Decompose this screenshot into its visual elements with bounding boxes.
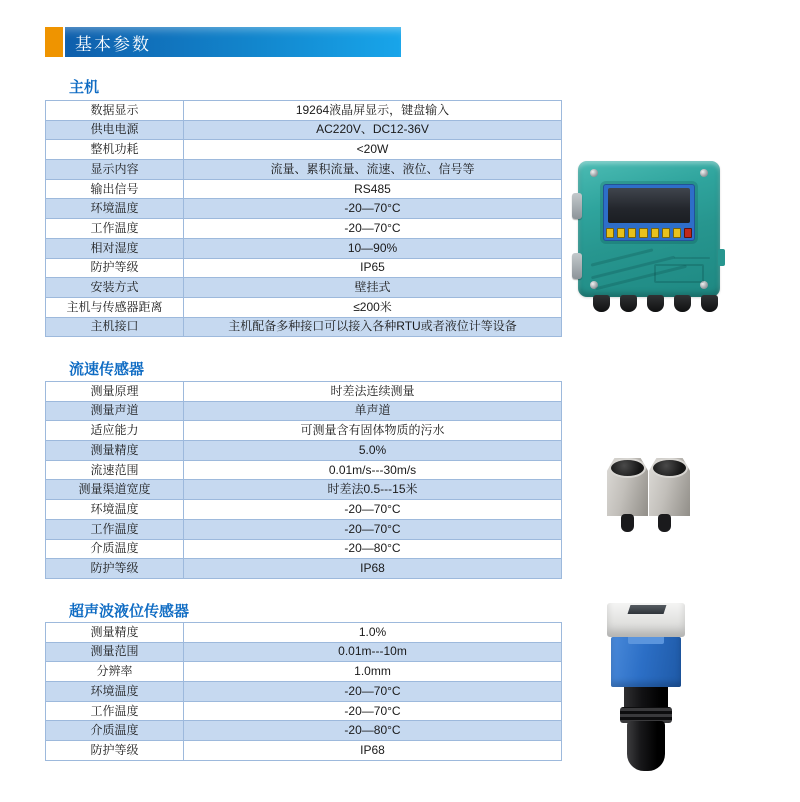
spec-label: 测量精度 xyxy=(46,441,184,461)
sensor-neck xyxy=(624,687,668,709)
flow-sensor-photo xyxy=(606,446,696,536)
spec-value: 0.01m---10m xyxy=(184,642,562,662)
key-button xyxy=(628,228,636,238)
spec-label: 输出信号 xyxy=(46,179,184,199)
label-recess xyxy=(654,264,704,283)
spec-label: 环境温度 xyxy=(46,500,184,520)
spec-value: 10—90% xyxy=(184,238,562,258)
table-row xyxy=(46,741,562,761)
section-title-flow-sensor: 流速传感器 xyxy=(69,361,145,378)
table-row xyxy=(46,500,562,520)
power-key-button xyxy=(684,228,692,238)
cable-gland xyxy=(620,295,637,312)
mount-bracket xyxy=(572,253,582,279)
spec-value: -20—70°C xyxy=(184,500,562,520)
transducer-face xyxy=(611,460,644,476)
key-button xyxy=(673,228,681,238)
table-row xyxy=(46,179,562,199)
table-row xyxy=(46,539,562,559)
spec-label: 供电电源 xyxy=(46,120,184,140)
spec-value: 壁挂式 xyxy=(184,278,562,298)
spec-value: -20—80°C xyxy=(184,539,562,559)
case-line xyxy=(674,257,710,259)
table-row xyxy=(46,101,562,121)
side-tab xyxy=(718,249,725,266)
cable-gland xyxy=(701,295,718,312)
spec-value: 主机配备多种接口可以接入各种RTU或者液位计等设备 xyxy=(184,317,562,337)
spec-label: 防护等级 xyxy=(46,559,184,579)
key-button xyxy=(617,228,625,238)
spec-label: 防护等级 xyxy=(46,258,184,278)
table-row xyxy=(46,160,562,180)
table-row xyxy=(46,421,562,441)
table-row xyxy=(46,382,562,402)
spec-label: 测量精度 xyxy=(46,623,184,643)
key-button xyxy=(662,228,670,238)
spec-label: 介质温度 xyxy=(46,721,184,741)
spec-value: <20W xyxy=(184,140,562,160)
spec-label: 测量原理 xyxy=(46,382,184,402)
page-title: 基本参数 xyxy=(75,34,151,54)
table-row xyxy=(46,662,562,682)
sensor-blue-body xyxy=(611,637,681,687)
spec-value: ≤200米 xyxy=(184,297,562,317)
spec-label: 数据显示 xyxy=(46,101,184,121)
spec-value: -20—70°C xyxy=(184,219,562,239)
table-row xyxy=(46,460,562,480)
body-notch xyxy=(628,637,664,644)
spec-label: 介质温度 xyxy=(46,539,184,559)
table-row xyxy=(46,258,562,278)
header-accent-block xyxy=(45,27,63,57)
cable-gland xyxy=(647,295,664,312)
display-panel xyxy=(603,184,695,241)
spec-label: 环境温度 xyxy=(46,199,184,219)
cable-stub xyxy=(658,514,671,532)
spec-value: -20—70°C xyxy=(184,682,562,702)
key-button xyxy=(651,228,659,238)
table-row xyxy=(46,199,562,219)
sensor-block-left xyxy=(607,458,648,516)
cable-gland xyxy=(593,295,610,312)
spec-value: -20—80°C xyxy=(184,721,562,741)
sensor-block-right xyxy=(649,458,690,516)
table-row xyxy=(46,401,562,421)
table-row xyxy=(46,682,562,702)
spec-value: 1.0mm xyxy=(184,662,562,682)
spec-label: 测量声道 xyxy=(46,401,184,421)
key-button xyxy=(639,228,647,238)
spec-label: 分辨率 xyxy=(46,662,184,682)
spec-value: 19264液晶屏显示，键盘输入 xyxy=(184,101,562,121)
key-button xyxy=(606,228,614,238)
spec-label: 测量渠道宽度 xyxy=(46,480,184,500)
spec-label: 主机接口 xyxy=(46,317,184,337)
spec-value: -20—70°C xyxy=(184,701,562,721)
table-row xyxy=(46,219,562,239)
spec-value: AC220V、DC12-36V xyxy=(184,120,562,140)
spec-value: 时差法0.5---15米 xyxy=(184,480,562,500)
table-row xyxy=(46,642,562,662)
transducer-face xyxy=(653,460,686,476)
flow-meter-enclosure xyxy=(578,161,720,297)
spec-label: 适应能力 xyxy=(46,421,184,441)
spec-value: -20—70°C xyxy=(184,519,562,539)
section-title-main-unit: 主机 xyxy=(69,79,100,96)
spec-value: 1.0% xyxy=(184,623,562,643)
table-row xyxy=(46,721,562,741)
spec-label: 整机功耗 xyxy=(46,140,184,160)
spec-value: IP65 xyxy=(184,258,562,278)
spec-value: IP68 xyxy=(184,741,562,761)
table-row xyxy=(46,519,562,539)
spec-label: 流速范围 xyxy=(46,460,184,480)
spec-value: 流量、累积流量、流速、液位、信号等 xyxy=(184,160,562,180)
spec-label: 显示内容 xyxy=(46,160,184,180)
spec-value: 5.0% xyxy=(184,441,562,461)
table-row xyxy=(46,701,562,721)
spec-value: 单声道 xyxy=(184,401,562,421)
transducer-cylinder xyxy=(627,721,665,771)
cap-display-window xyxy=(628,605,667,614)
spec-value: IP68 xyxy=(184,559,562,579)
table-row xyxy=(46,297,562,317)
table-row xyxy=(46,317,562,337)
table-row xyxy=(46,278,562,298)
spec-label: 防护等级 xyxy=(46,741,184,761)
sensor-cap xyxy=(607,603,685,637)
spec-value: RS485 xyxy=(184,179,562,199)
cable-gland xyxy=(674,295,691,312)
lcd-screen xyxy=(608,188,690,223)
table-row xyxy=(46,559,562,579)
table-row xyxy=(46,238,562,258)
section-title-level-sensor: 超声波液位传感器 xyxy=(69,603,190,620)
screw-icon xyxy=(700,169,708,177)
main-unit-spec-table xyxy=(45,100,562,337)
spec-value: 0.01m/s---30m/s xyxy=(184,460,562,480)
level-sensor-photo xyxy=(604,600,690,772)
spec-label: 环境温度 xyxy=(46,682,184,702)
spec-label: 相对湿度 xyxy=(46,238,184,258)
level-sensor-spec-table xyxy=(45,622,562,761)
header-bar xyxy=(65,27,401,57)
flow-sensor-spec-table xyxy=(45,381,562,579)
cable-stub xyxy=(621,514,634,532)
keypad xyxy=(606,227,692,238)
table-row xyxy=(46,480,562,500)
table-row xyxy=(46,623,562,643)
table-row xyxy=(46,120,562,140)
spec-label: 安装方式 xyxy=(46,278,184,298)
table-row xyxy=(46,441,562,461)
spec-label: 工作温度 xyxy=(46,519,184,539)
spec-value: -20—70°C xyxy=(184,199,562,219)
spec-label: 工作温度 xyxy=(46,219,184,239)
mount-bracket xyxy=(572,193,582,219)
main-unit-photo xyxy=(575,157,725,317)
table-row xyxy=(46,140,562,160)
spec-label: 测量范围 xyxy=(46,642,184,662)
screw-icon xyxy=(590,169,598,177)
section-header xyxy=(45,27,401,57)
spec-label: 主机与传感器距离 xyxy=(46,297,184,317)
spec-value: 可测量含有固体物质的污水 xyxy=(184,421,562,441)
spec-value: 时差法连续测量 xyxy=(184,382,562,402)
spec-label: 工作温度 xyxy=(46,701,184,721)
